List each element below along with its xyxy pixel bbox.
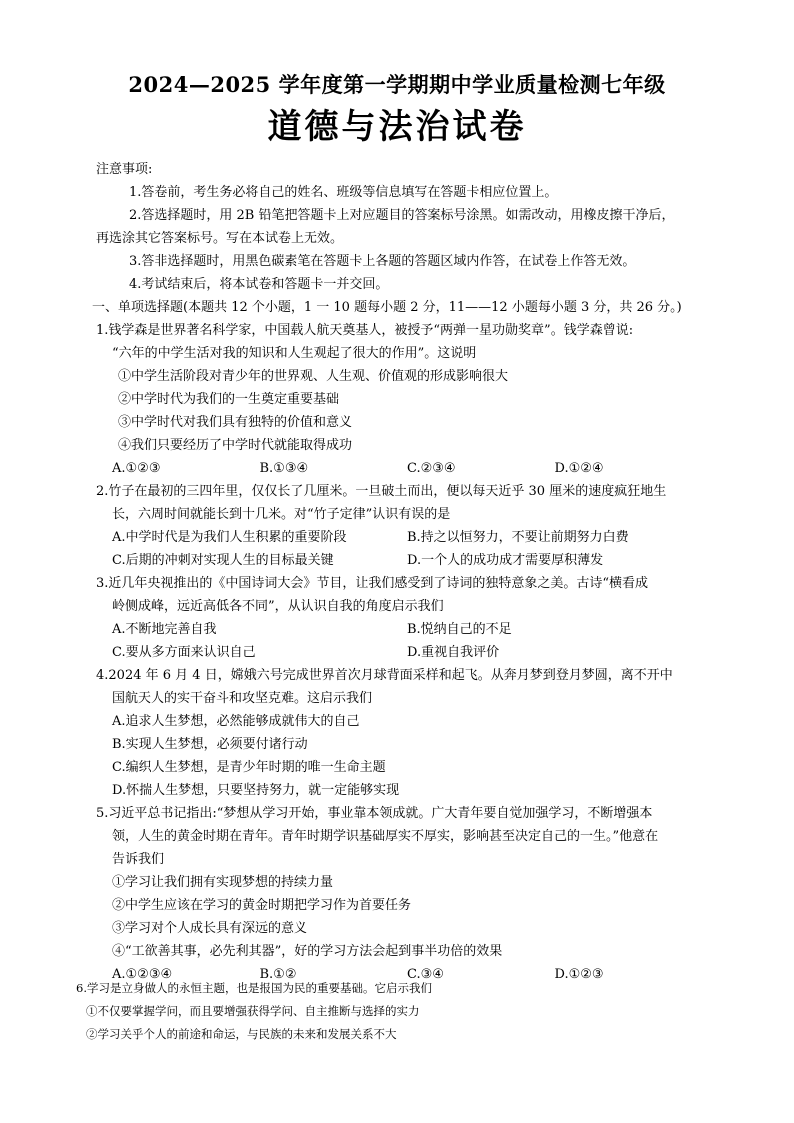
question-5-stem-cont-2: 告诉我们 <box>112 852 165 867</box>
question-6-statement-2: ②学习关乎个人的前途和命运，与民族的未来和发展关系不大 <box>86 1027 397 1041</box>
question-2-options-row2 <box>96 549 702 572</box>
question-4-option-a: A.追求人生梦想，必然能够成就伟大的自己 <box>112 714 360 729</box>
note-item-1: 1.答卷前，考生务必将自己的姓名、班级等信息填写在答题卡相应位置上。 <box>129 185 558 200</box>
option-b: B.持之以恒努力，不要让前期努力白费 <box>407 530 629 545</box>
exam-title: 2024—2025 学年度第一学期期中学业质量检测七年级 <box>128 72 666 97</box>
question-1-stem-cont: “六年的中学生活对我的知识和人生观起了很大的作用”。这说明 <box>112 346 477 361</box>
question-1-statement-2: ②中学时代为我们的一生奠定重要基础 <box>118 392 340 407</box>
note-item-2-cont: 再选涂其它答案标号。写在本试卷上无效。 <box>96 231 344 246</box>
question-6 <box>76 977 716 1046</box>
option-b: B.悦纳自己的不足 <box>407 622 512 637</box>
question-3-options-row2 <box>96 641 702 664</box>
question-1-options <box>96 457 702 480</box>
question-4-option-d: D.怀揣人生梦想，只要坚持努力，就一定能够实现 <box>112 783 400 798</box>
section-heading: 一、单项选择题(本题共 12 个小题，1 一 10 题每小题 2 分，11——12 小题每小题 3 分，共 26 分。) <box>92 300 682 315</box>
option-d: D.一个人的成功成才需要厚积薄发 <box>407 553 604 568</box>
option-b: B.①③④ <box>259 461 309 476</box>
question-4-option-b: B.实现人生梦想，必须要付诸行动 <box>112 737 308 752</box>
option-b: B.①② <box>259 967 297 982</box>
option-a: A.不断地完善自我 <box>112 622 217 637</box>
note-item-2: 2.答选择题时，用 2B 铅笔把答题卡上对应题目的答案标号涂黑。如需改动，用橡皮擦干净后， <box>129 208 675 223</box>
question-5-stem: 5.习近平总书记指出:“梦想从学习开始，事业靠本领成就。广大青年要自觉加强学习，不断增强本 <box>96 806 653 821</box>
exam-content <box>92 158 702 986</box>
question-2-stem: 2.竹子在最初的三四年里，仅仅长了几厘米。一旦破土而出，便以每天近乎 30 厘米的速度疯狂地生 <box>96 484 667 499</box>
option-c: C.要从多方面来认识自己 <box>112 645 256 660</box>
question-4-stem: 4.2024 年 6 月 4 日，嫦娥六号完成世界首次月球背面采样和起飞。从奔月梦到登月梦圆，离不开中 <box>96 668 673 683</box>
notes-heading: 注意事项: <box>96 162 153 177</box>
option-c: C.②③④ <box>407 461 456 476</box>
question-5-stem-cont: 领，人生的黄金时期在青年。青年时期学识基础厚实不厚实，影响甚至决定自己的一生。”他意在 <box>112 829 659 844</box>
option-a: A.中学时代是为我们人生积累的重要阶段 <box>112 530 347 545</box>
option-d: D.重视自我评价 <box>407 645 500 660</box>
question-3-options-row1 <box>96 618 702 641</box>
question-2-stem-cont: 长，六周时间就能长到十几米。对“竹子定律”认识有误的是 <box>112 507 451 522</box>
question-6-statement-1: ①不仅要掌握学问，而且要增强获得学问、自主推断与选择的实力 <box>86 1004 420 1018</box>
question-6-stem: 6.学习是立身做人的永恒主题，也是报国为民的重要基础。它启示我们 <box>76 981 432 995</box>
question-1-statement-3: ③中学时代对我们具有独特的价值和意义 <box>118 415 353 430</box>
question-5-statement-3: ③学习对个人成长具有深远的意义 <box>112 921 308 936</box>
option-d: D.①②④ <box>554 461 604 476</box>
note-item-3: 3.答非选择题时，用黑色碳素笔在答题卡上各题的答题区域内作答，在试卷上作答无效。 <box>129 254 636 269</box>
option-c: C.后期的冲刺对实现人生的目标最关键 <box>112 553 334 568</box>
option-c: C.③④ <box>407 967 444 982</box>
question-1-statement-1: ①中学生活阶段对青少年的世界观、人生观、价值观的形成影响很大 <box>118 369 509 384</box>
option-a: A.①②③ <box>112 461 161 476</box>
option-a: A.①②③④ <box>112 967 173 982</box>
question-1-statement-4: ④我们只要经历了中学时代就能取得成功 <box>118 438 353 453</box>
question-3-stem-cont: 岭侧成峰，远近高低各不同”，从认识自我的角度启示我们 <box>112 599 444 614</box>
question-3-stem: 3.近几年央视推出的《中国诗词大会》节目，让我们感受到了诗词的独特意象之美。古诗“横看成 <box>96 576 649 591</box>
question-4-option-c: C.编织人生梦想，是青少年时期的唯一生命主题 <box>112 760 386 775</box>
subject-title: 道德与法治试卷 <box>267 107 527 147</box>
question-5-statement-4: ④“工欲善其事，必先利其器”，好的学习方法会起到事半功倍的效果 <box>112 944 503 959</box>
question-2-options-row1 <box>96 526 702 549</box>
note-item-4: 4.考试结束后，将本试卷和答题卡一并交回。 <box>129 277 389 292</box>
option-d: D.①②③ <box>554 967 604 982</box>
question-5-statement-1: ①学习让我们拥有实现梦想的持续力量 <box>112 875 334 890</box>
question-4-stem-cont: 国航天人的实干奋斗和攻坚克难。这启示我们 <box>112 691 373 706</box>
question-1-stem: 1.钱学森是世界著名科学家，中国载人航天奠基人，被授予“两弹一星功勋奖章”。钱学森曾说: <box>96 323 634 338</box>
question-5-statement-2: ②中学生应该在学习的黄金时期把学习作为首要任务 <box>112 898 412 913</box>
